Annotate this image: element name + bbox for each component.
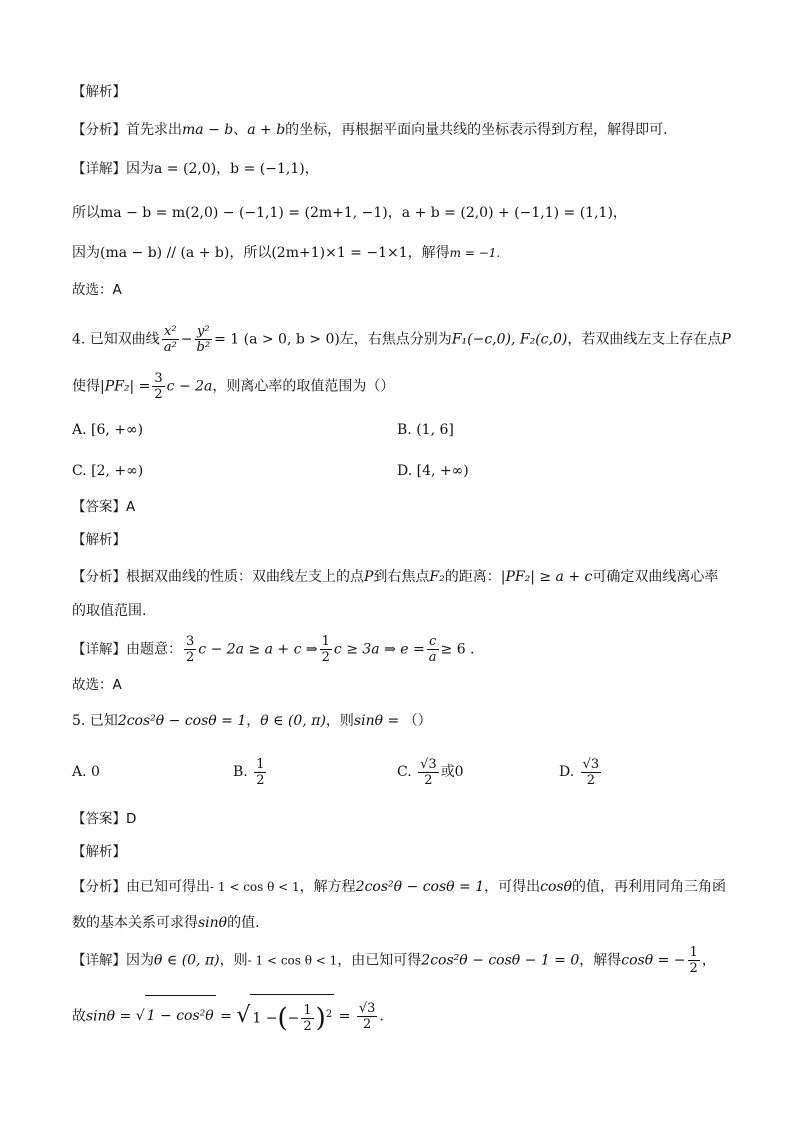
q5-last-paren-close: ): [315, 1003, 326, 1034]
q3-xiangjie-expr2: b = (−1,1): [230, 161, 305, 177]
q4-fenxi-tag: 【分析】: [72, 569, 126, 585]
q4-stem-c: ，若双曲线左支上存在点: [567, 331, 722, 348]
q4-xj-frac1-num: 3: [186, 634, 195, 649]
q5-option-d-num: √3: [582, 756, 600, 772]
q5-last-sqrt2-a: 1 −: [252, 1010, 278, 1027]
q3-fenxi-expr2: a + b: [247, 122, 286, 138]
q4-frac-x-num: x²: [162, 325, 179, 340]
q5-option-a: [72, 762, 100, 782]
q4-stem-b: 左，右焦点分别为: [339, 331, 452, 348]
q5-option-d-label: D.: [559, 764, 575, 780]
q4-xj-frac1-den: 2: [186, 650, 195, 665]
q4-xj-frac3: [427, 635, 439, 664]
q4-xj-frac2-num: 1: [321, 634, 330, 649]
q4-line2-a: 使得: [72, 378, 100, 395]
q4-frac-y-den: b²: [196, 340, 211, 355]
q3-line2-expr1: ma − b = m(2,0) − (−1,1) = (2m+1, −1): [100, 205, 388, 221]
q4-xj-frac3-den: a: [428, 650, 437, 665]
q4-option-c-label: C.: [72, 463, 87, 479]
q4-daan: 【答案】A: [72, 499, 136, 515]
q5-option-b-frac: [254, 758, 266, 787]
q4-xj-frac2-den: 2: [321, 650, 330, 665]
q5-option-a-label: A.: [72, 764, 87, 780]
q4-line2-b: ，则离心率的取值范围为（）: [212, 378, 395, 395]
q5-last-sqrt2: √ 1 −(− $\frac{1}{2}$ )$^2$: [236, 1008, 334, 1024]
q5-fenxi-a: 由已知可得出: [126, 879, 210, 895]
q4-option-d-value: [4, +∞): [416, 463, 469, 479]
q5-last-expr1: sinθ =: [86, 1008, 136, 1025]
q4-stem-a: 4. 已知双曲线: [72, 331, 160, 348]
q5-option-c-num: √3: [420, 756, 437, 772]
q5-stem-a: 5. 已知: [72, 713, 118, 729]
q3-line3-c: ，解得: [407, 245, 450, 261]
q4-pf2: |PF₂| =: [100, 378, 151, 395]
q4-fenxi-line2: 的取值范围.: [72, 603, 147, 619]
q5-last-sqrt2-body: 1 −(− $\frac{1}{2}$ )$^2$: [250, 994, 334, 1039]
q4-xj-frac3-num: c: [427, 635, 439, 650]
q5-stem-c: （）: [403, 713, 432, 729]
q5-option-c: [397, 755, 464, 789]
q3-line3-expr3: m = −1.: [449, 246, 501, 260]
q3-line2-expr2: a + b = (2,0) + (−1,1) = (1,1): [401, 205, 613, 221]
q5-option-b: [233, 755, 268, 789]
q5-xj-d: ，解得: [579, 952, 622, 969]
q4-xiangjie-tag: 【详解】: [72, 641, 126, 658]
q4-frac-y: [195, 325, 213, 354]
q3-fenxi-text-a: 首先求出: [126, 122, 182, 138]
q3-fenxi-sep: 、: [233, 122, 248, 138]
q3-xiangjie-tag: 【详解】: [72, 161, 126, 177]
q3-line2-a: 所以: [72, 205, 100, 221]
q4-option-d: [397, 461, 469, 481]
q4-frac-x: [162, 325, 179, 354]
q5-xj-cos-num: 1: [689, 945, 698, 960]
q4-jiexi-tag: 【解析】: [72, 532, 126, 548]
q5-last-res-den: 2: [362, 1016, 372, 1032]
q4-stem-line2: [72, 372, 734, 401]
q5-xj-cos: cosθ = −: [621, 952, 686, 969]
q5-last-paren-open: (: [277, 1003, 288, 1034]
q5-fenxi-c: ，可得出: [484, 879, 541, 895]
q4-xiangjie-line: [72, 635, 734, 664]
q5-fenxi-b: ，解方程: [299, 879, 356, 895]
q5-option-c-suffix: 或0: [440, 764, 464, 780]
q3-fenxi-line: [72, 120, 734, 140]
q5-daan: 【答案】D: [72, 811, 137, 827]
q5-option-a-value: 0: [91, 764, 100, 780]
q5-xj-eq: 2cos²θ − cosθ − 1 = 0: [421, 952, 580, 969]
q4-foci: F₁(−c,0), F₂(c,0): [451, 331, 568, 348]
q3-xiangjie-comma: ，: [216, 161, 231, 177]
q4-xj-frac1: [184, 635, 196, 664]
q5-option-b-label: B.: [233, 764, 248, 780]
q3-xiangjie-text: 因为: [126, 161, 154, 177]
q5-fenxi-line2-a: 数的基本关系可求得: [72, 915, 198, 931]
q5-xj-b: ，则: [219, 952, 248, 969]
q4-xiangjie-a: 由题意：: [126, 641, 182, 658]
q4-xj-part1: c − 2a ≥ a + c ⇒: [198, 641, 318, 658]
q5-stem-cond: θ ∈ (0, π): [260, 713, 326, 729]
q5-fenxi-d: 的值，再利用同角三角函: [572, 879, 727, 895]
q5-xj-end: ，: [701, 952, 716, 969]
q5-xj-cos-frac: [688, 946, 700, 975]
q5-option-c-label: C.: [397, 764, 412, 780]
q4-option-c: [72, 461, 143, 481]
q5-fenxi-cos: cosθ: [540, 879, 573, 895]
q5-last-line: [72, 994, 734, 1039]
q3-fenxi-tag: 【分析】: [72, 122, 126, 138]
q4-option-a-value: [6, +∞): [91, 422, 144, 438]
q3-line3-expr1: (ma − b) // (a + b): [100, 245, 230, 261]
q4-fenxi-c: 的距离：: [444, 569, 501, 585]
q5-fenxi-eq: 2cos²θ − cosθ = 1: [355, 879, 485, 895]
q3-line2-sep: ，: [387, 205, 402, 221]
q5-stem: [72, 711, 734, 731]
q5-option-d-den: 2: [586, 772, 596, 788]
q4-xj-part2: c ≥ 3a ⇒ e =: [333, 641, 425, 658]
q5-last-a: 故: [72, 1008, 86, 1025]
q5-xj-range: - 1 < cos θ < 1: [247, 953, 338, 968]
q3-fenxi-expr1: ma − b: [182, 122, 234, 138]
q5-option-d: [559, 755, 603, 789]
q5-xj-cond: θ ∈ (0, π): [154, 952, 220, 969]
q5-fenxi-range: - 1 < cos θ < 1: [210, 880, 300, 894]
q4-eq-minus: −: [180, 331, 193, 348]
q3-line2: [72, 203, 734, 223]
q5-last-inner-den: 2: [303, 1019, 312, 1035]
q3-fenxi-text-b: 的坐标，再根据平面向量共线的坐标表示得到方程，解得即可.: [285, 122, 668, 138]
q5-last-inner-frac: [301, 1004, 313, 1033]
q3-xiangjie-line: [72, 159, 734, 179]
q4-answer: 故选：A: [72, 677, 122, 693]
q4-fenxi-line1: [72, 567, 734, 587]
q5-fenxi-tag: 【分析】: [72, 879, 126, 895]
q4-fenxi-a: 根据双曲线的性质：双曲线左支上的点: [126, 569, 364, 585]
q3-jiexi-tag: 【解析】: [72, 84, 126, 100]
q4-option-a: [72, 420, 143, 440]
q4-fenxi-p: P: [364, 569, 374, 585]
q5-last-end: .: [379, 1008, 384, 1025]
q4-option-b-label: B.: [397, 422, 412, 438]
q5-option-b-num: 1: [256, 756, 265, 772]
q5-xiangjie-tag: 【详解】: [72, 952, 126, 969]
q5-last-inner-num: 1: [303, 1003, 312, 1019]
q4-fenxi-f2: F₂: [429, 569, 445, 585]
q4-xj-part3: ≥ 6 .: [440, 641, 475, 658]
q5-xiangjie-line: [72, 946, 734, 975]
q5-xj-cos-den: 2: [689, 961, 698, 976]
q3-line2-end: ，: [612, 205, 627, 221]
q5-stem-expr: 2cos²θ − cosθ = 1: [117, 713, 247, 729]
q3-line3-b: ，所以: [229, 245, 272, 261]
q5-stem-sin: sinθ =: [353, 713, 404, 729]
q5-xj-c: ，由已知可得: [337, 952, 422, 969]
q3-line3-a: 因为: [72, 245, 100, 261]
q5-fenxi-line2: [72, 913, 734, 933]
q5-last-sqrt1-body: 1 − cos²θ: [145, 995, 216, 1036]
q5-fenxi-line2-b: 的值.: [227, 915, 260, 931]
q4-option-d-label: D.: [397, 463, 413, 479]
q4-option-b-value: (1, 6]: [416, 422, 454, 438]
q5-option-b-den: 2: [256, 772, 265, 788]
q5-last-res-frac: [357, 1002, 378, 1031]
q4-option-a-label: A.: [72, 422, 87, 438]
q4-fenxi-d: 可确定双曲线离心率: [592, 569, 719, 585]
q4-option-b: [397, 420, 454, 440]
q4-frac-32-den: 2: [154, 387, 163, 402]
q4-option-c-value: [2, +∞): [91, 463, 144, 479]
q5-option-c-den: 2: [424, 772, 433, 788]
q4-frac-x-den: a²: [163, 340, 177, 355]
q5-option-c-frac: [418, 758, 439, 787]
q4-pf2-rest: c − 2a: [166, 378, 213, 395]
q5-jiexi-tag: 【解析】: [72, 844, 126, 860]
q4-frac-32: [152, 372, 164, 401]
q5-last-eq: =: [220, 1008, 232, 1025]
q4-stem-line1: [72, 325, 734, 354]
q4-eq-rest: = 1 (a > 0, b > 0): [214, 331, 340, 348]
q4-frac-y-num: y²: [195, 325, 213, 340]
q3-answer: 故选：A: [72, 282, 122, 298]
q3-line3: [72, 243, 734, 263]
q5-last-sqrt1: √ 1 − cos²θ: [136, 1008, 216, 1024]
q3-line3-expr2: (2m+1)×1 = −1×1: [271, 245, 408, 261]
q4-fenxi-b: 到右焦点: [373, 569, 430, 585]
q4-fenxi-ineq: |PF₂| ≥ a + c: [500, 569, 593, 585]
q4-point: P: [721, 331, 731, 348]
q5-xj-a: 因为: [126, 952, 154, 969]
q5-stem-sep: ，: [246, 713, 261, 729]
q5-option-d-frac: [581, 758, 602, 787]
q5-last-res-num: √3: [358, 1000, 376, 1016]
q5-stem-b: ，则: [325, 713, 354, 729]
q3-xiangjie-end: ，: [304, 161, 319, 177]
q3-xiangjie-expr1: a = (2,0): [154, 161, 217, 177]
q5-fenxi-line1: [72, 877, 734, 897]
q5-last-eq2: =: [338, 1008, 351, 1025]
q4-frac-32-num: 3: [154, 371, 163, 386]
q5-fenxi-sin: sinθ: [198, 915, 228, 931]
q4-xj-frac2: [320, 635, 332, 664]
